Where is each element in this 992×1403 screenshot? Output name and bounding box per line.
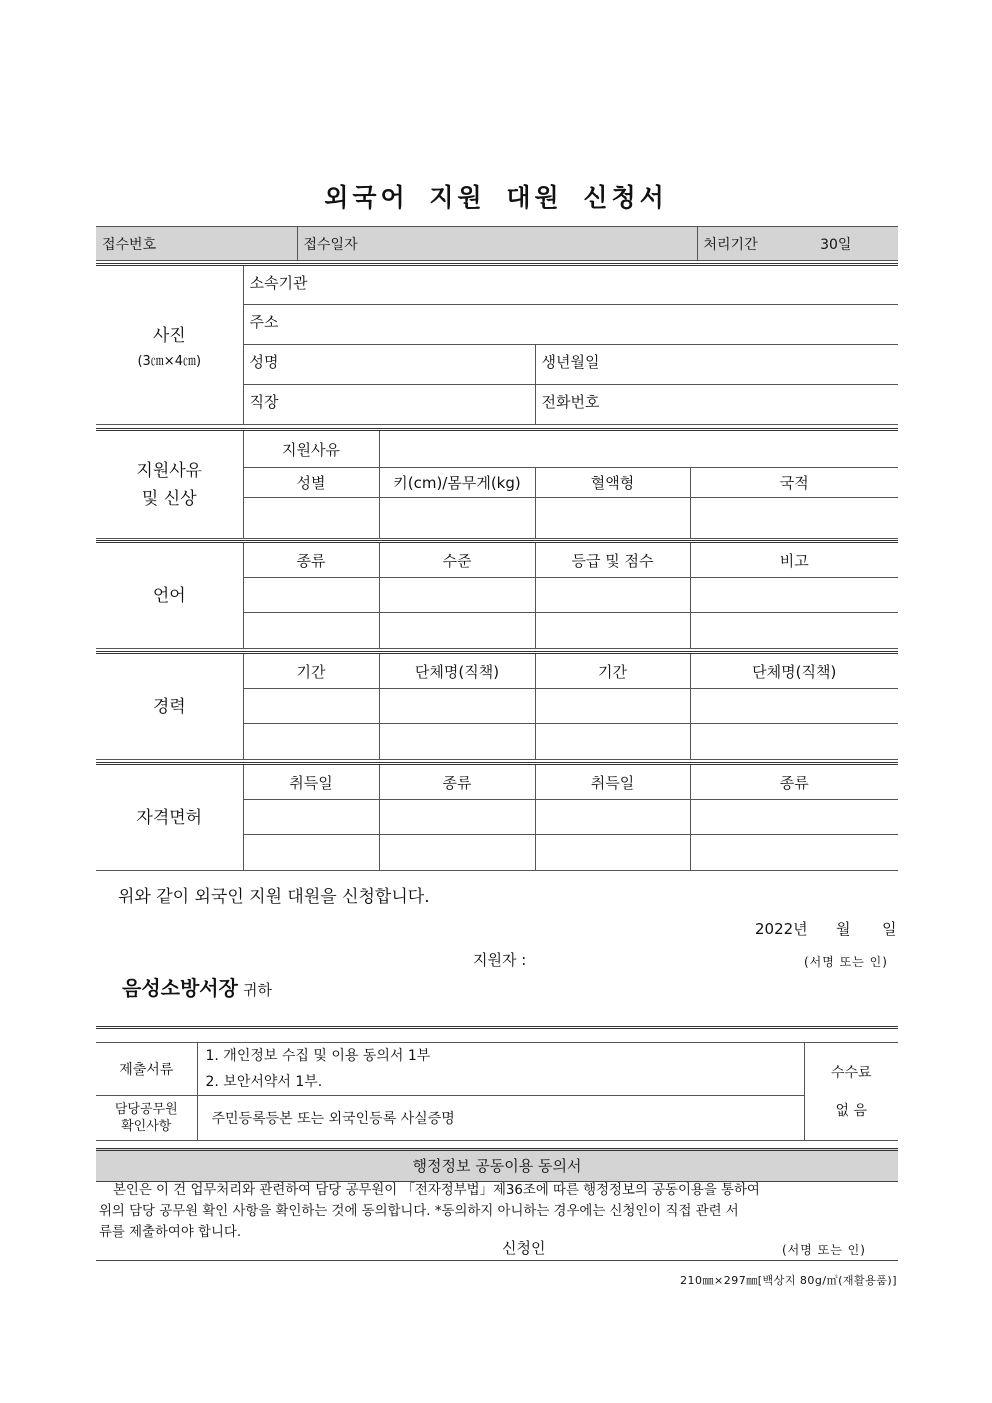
receipt-date-field[interactable]: 접수일자 bbox=[297, 227, 697, 261]
date-year: 2022년 bbox=[755, 920, 808, 938]
page-title: 외국어 지원 대원 신청서 bbox=[324, 183, 668, 212]
career-cell[interactable] bbox=[690, 689, 898, 724]
license-cell[interactable] bbox=[690, 800, 898, 835]
license-cell[interactable] bbox=[535, 800, 690, 835]
col-gender: 성별 bbox=[243, 468, 379, 498]
col-career-org: 단체명(직책) bbox=[379, 653, 535, 689]
career-cell[interactable] bbox=[243, 724, 379, 760]
col-career-period-2: 기간 bbox=[535, 653, 690, 689]
license-table bbox=[96, 762, 898, 871]
submit-label: 제출서류 bbox=[96, 1043, 197, 1096]
applicant-info-table bbox=[96, 263, 898, 425]
blood-type-input[interactable] bbox=[535, 498, 690, 539]
license-cell[interactable] bbox=[690, 835, 898, 871]
license-cell[interactable] bbox=[379, 835, 535, 871]
col-license-type: 종류 bbox=[379, 764, 535, 800]
statement: 위와 같이 외국인 지원 대원을 신청합니다. bbox=[118, 887, 430, 907]
bottom-divider bbox=[96, 1260, 898, 1261]
applicant-sign-note: (서명 또는 인) bbox=[804, 955, 888, 969]
career-cell[interactable] bbox=[690, 724, 898, 760]
birth-field[interactable]: 생년월일 bbox=[535, 345, 898, 385]
col-nationality: 국적 bbox=[690, 468, 898, 498]
documents-table bbox=[96, 1042, 898, 1141]
career-cell[interactable] bbox=[379, 689, 535, 724]
verify-label: 담당공무원 확인사항 bbox=[96, 1096, 197, 1141]
consent-body: 본인은 이 건 업무처리와 관련하여 담당 공무원이 「전자정부법」제36조에 따른 행정정보의 공동이용을 통하여 위의 담당 공무원 확인 사항을 확인하는 것에 동의합니다. *동의하지 아니하는 경우에는 신청인이 직접 관련 서 류를 제출하여야 합니다. bbox=[99, 1183, 760, 1240]
consent-signer: 신청인 bbox=[502, 1239, 546, 1257]
applicant-sign-label: 지원자 : bbox=[473, 951, 527, 969]
fee-box: 수수료 없 음 bbox=[804, 1043, 898, 1141]
addressee-name: 음성소방서장 bbox=[122, 976, 238, 1000]
career-cell[interactable] bbox=[535, 724, 690, 760]
reason-input[interactable] bbox=[379, 430, 898, 468]
career-cell[interactable] bbox=[379, 724, 535, 760]
language-section-label: 언어 bbox=[96, 542, 243, 649]
reason-section-label: 지원사유 및 신상 bbox=[96, 430, 243, 539]
career-cell[interactable] bbox=[243, 689, 379, 724]
reason-table bbox=[96, 428, 898, 539]
receipt-header-table bbox=[96, 226, 898, 261]
license-section-label: 자격면허 bbox=[96, 764, 243, 871]
col-lang-level: 수준 bbox=[379, 542, 535, 578]
career-cell[interactable] bbox=[535, 689, 690, 724]
col-license-date: 취득일 bbox=[243, 764, 379, 800]
addressee bbox=[122, 972, 272, 1001]
lang-cell[interactable] bbox=[535, 578, 690, 613]
processing-period: 처리기간 30일 bbox=[697, 227, 898, 261]
photo-box: 사진 (3㎝×4㎝) bbox=[96, 265, 243, 425]
col-license-date-2: 취득일 bbox=[535, 764, 690, 800]
consent-sign-note: (서명 또는 인) bbox=[782, 1243, 866, 1257]
receipt-number-field[interactable]: 접수번호 bbox=[96, 227, 297, 261]
col-career-org-2: 단체명(직책) bbox=[690, 653, 898, 689]
address-field[interactable]: 주소 bbox=[243, 305, 898, 345]
gender-input[interactable] bbox=[243, 498, 379, 539]
workplace-field[interactable]: 직장 bbox=[243, 385, 535, 425]
col-career-period: 기간 bbox=[243, 653, 379, 689]
lang-cell[interactable] bbox=[535, 613, 690, 649]
career-table bbox=[96, 651, 898, 760]
height-weight-input[interactable] bbox=[379, 498, 535, 539]
submit-items: 1. 개인정보 수집 및 이용 동의서 1부 2. 보안서약서 1부. bbox=[197, 1043, 804, 1096]
verify-item: 주민등록등본 또는 외국인등록 사실증명 bbox=[197, 1096, 804, 1141]
consent-title: 행정정보 공동이용 동의서 bbox=[96, 1148, 898, 1182]
nationality-input[interactable] bbox=[690, 498, 898, 539]
license-cell[interactable] bbox=[379, 800, 535, 835]
col-lang-type: 종류 bbox=[243, 542, 379, 578]
career-section-label: 경력 bbox=[96, 653, 243, 760]
name-field[interactable]: 성명 bbox=[243, 345, 535, 385]
lang-cell[interactable] bbox=[690, 613, 898, 649]
lang-cell[interactable] bbox=[243, 578, 379, 613]
license-cell[interactable] bbox=[243, 835, 379, 871]
lang-cell[interactable] bbox=[379, 613, 535, 649]
col-license-type-2: 종류 bbox=[690, 764, 898, 800]
date-month: 월 bbox=[836, 920, 851, 938]
reason-label: 지원사유 bbox=[243, 430, 379, 468]
license-cell[interactable] bbox=[243, 800, 379, 835]
col-blood-type: 혈액형 bbox=[535, 468, 690, 498]
divider bbox=[96, 1026, 898, 1029]
license-cell[interactable] bbox=[535, 835, 690, 871]
paper-spec-footer: 210㎜×297㎜[백상지 80g/㎡(재활용품)] bbox=[680, 1274, 897, 1287]
lang-cell[interactable] bbox=[379, 578, 535, 613]
col-lang-note: 비고 bbox=[690, 542, 898, 578]
addressee-suffix: 귀하 bbox=[243, 981, 272, 999]
language-table bbox=[96, 540, 898, 649]
phone-field[interactable]: 전화번호 bbox=[535, 385, 898, 425]
col-height-weight: 키(cm)/몸무게(kg) bbox=[379, 468, 535, 498]
lang-cell[interactable] bbox=[690, 578, 898, 613]
org-field[interactable]: 소속기관 bbox=[243, 265, 898, 305]
date-day: 일 bbox=[882, 920, 897, 938]
col-lang-grade: 등급 및 점수 bbox=[535, 542, 690, 578]
lang-cell[interactable] bbox=[243, 613, 379, 649]
